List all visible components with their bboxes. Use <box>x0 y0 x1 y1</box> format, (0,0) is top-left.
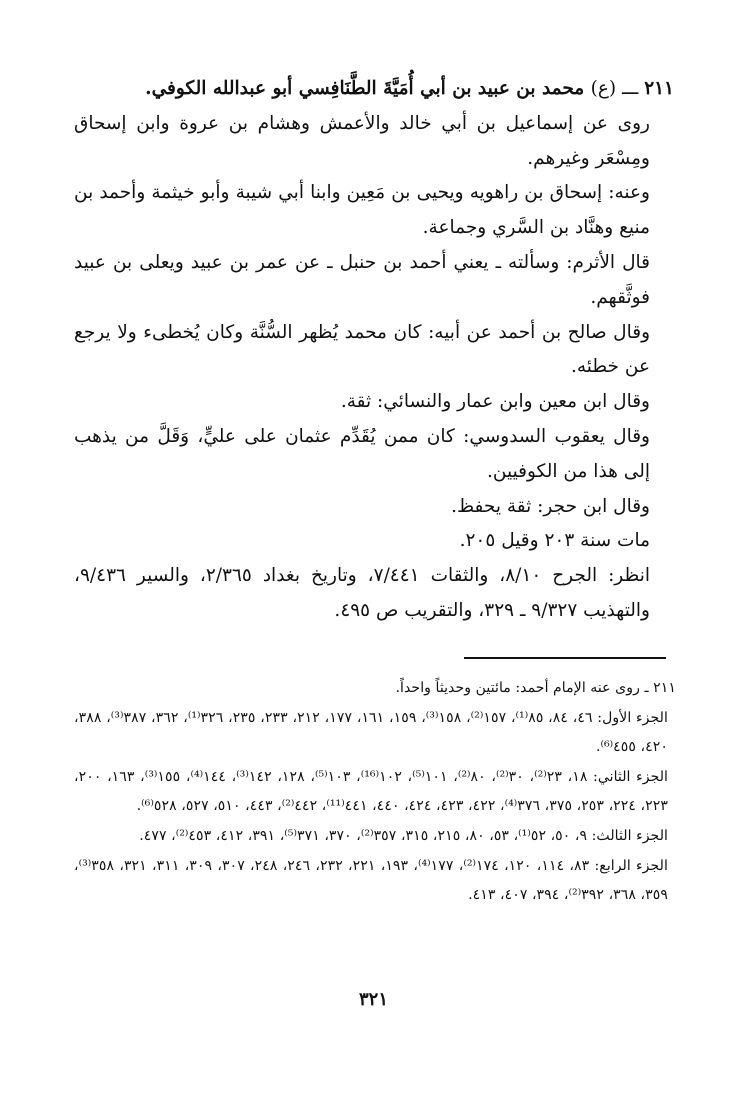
entry-heading <box>74 72 674 107</box>
references-paragraph: انظر: الجرح ٨/١٠، والثقات ٧/٤٤١، وتاريخ بغداد ٢/٣٦٥، والسير ٩/٤٣٦، والتهذيب ٩/٣٢٧ ـ ٣٢٩، والتقريب ص ٤٩٥. <box>74 565 650 621</box>
salih-quote-paragraph: وقال صالح بن أحمد عن أبيه: كان محمد يُظهر السُّنَّة وكان يُخطىء ولا يرجع عن خطئه. <box>74 321 650 378</box>
athram-quote-paragraph: قال الأثرم: وسألته ـ يعني أحمد بن حنبل ـ عن عمر بن عبيد ويعلى بن عبيد فوثَّقهم. <box>74 251 650 308</box>
footnote-part-4: الجزء الرابع: ٨٣، ١١٤، ١٢٠، ١٧٤⁽²⁾، ١٧٧⁽⁴⁾، ١٩٣، ٢٢١، ٢٣٢، ٢٤٦، ٢٤٨، ٣٠٧، ٣٠٩، ٣١١، ٣٢١، ٣٥٨⁽³⁾، ٣٥٩، ٣٦٨، ٣٩٢⁽²⁾، ٣٩٤، ٤٠٧، ٤١٣. <box>74 857 668 904</box>
entry-number: ٢١١ <box>644 78 674 99</box>
footnote-part-1: الجزء الأول: ٤٦، ٨٤، ٨٥⁽¹⁾، ١٥٧⁽²⁾، ١٥٨⁽³⁾، ١٥٩، ١٦١، ١٧٧، ٢١٢، ٢٣٣، ٢٣٥، ٣٢٦⁽¹⁾، ٣٦٢، ٣٨٧⁽³⁾، ٣٨٨، ٤٢٠، ٤٥٥⁽⁶⁾. <box>74 709 668 756</box>
narrators-paragraph: وعنه: إسحاق بن راهويه ويحيى بن مَعِين وابنا أبي شيبة وأبو خيثمة وأحمد بن منيع وهنَّاد بن السَّري وجماعة. <box>74 182 650 239</box>
footnote-section <box>74 674 676 911</box>
biography-entry <box>74 72 674 629</box>
narrated-from-paragraph: روى عن إسماعيل بن أبي خالد والأعمش وهشام بن عروة وابن إسحاق ومِسْعَر وغيرهم. <box>74 112 650 169</box>
death-paragraph: مات سنة ٢٠٣ وقيل ٢٠٥. <box>459 530 650 552</box>
footnote-part-3: الجزء الثالث: ٩، ٥٠، ٥٢⁽¹⁾، ٥٣، ٨٠، ٢١٥، ٣١٥، ٣٥٧⁽²⁾، ٣٧٠، ٣٧١⁽⁵⁾، ٣٩١، ٤١٢، ٤٥٣⁽²⁾، ٤٧٧. <box>139 827 668 844</box>
entry-name: محمد بن عبيد بن أبي أُمَيَّةَ الطَّنَافِسي أبو عبدالله الكوفي. <box>145 78 591 99</box>
page-number: ٣٢١ <box>358 989 388 1010</box>
entry-tag: (ع) <box>590 78 617 99</box>
footnote-separator <box>464 657 666 659</box>
footnote-part-2: الجزء الثاني: ١٨، ٢٣⁽²⁾، ٣٠⁽²⁾، ٨٠⁽²⁾، ١٠١⁽⁵⁾، ١٠٢⁽¹⁶⁾، ١٠٣⁽⁵⁾، ١٢٨، ١٤٢⁽³⁾، ١٤٤⁽⁴⁾، ١٥٥⁽³⁾، ١٦٣، ٢٠٠، ٢٢٣، ٢٢٤، ٢٥٣، ٣٧٥، ٣٧٦⁽⁴⁾، ٤٢٢، ٤٢٣، ٤٢٤، ٤٤٠، ٤٤١⁽¹¹⁾، ٤٤٢⁽²⁾، ٤٤٣، ٥١٠، ٥٢٧، ٥٢٨⁽⁶⁾. <box>74 768 669 815</box>
footnote-intro: ٢١١ ـ روى عنه الإمام أحمد: مائتين وحديثاً واحداً. <box>395 680 676 696</box>
yaqub-quote-paragraph: وقال يعقوب السدوسي: كان ممن يُقَدِّم عثمان على عليٍّ، وَقَلَّ من يذهب إلى هذا من الكوفيين. <box>74 425 650 482</box>
ibn-hajar-quote-paragraph: وقال ابن حجر: ثقة يحفظ. <box>451 495 650 517</box>
entry-dash: ـــ <box>616 78 645 99</box>
ibn-maeen-quote-paragraph: وقال ابن معين وابن عمار والنسائي: ثقة. <box>340 391 650 413</box>
